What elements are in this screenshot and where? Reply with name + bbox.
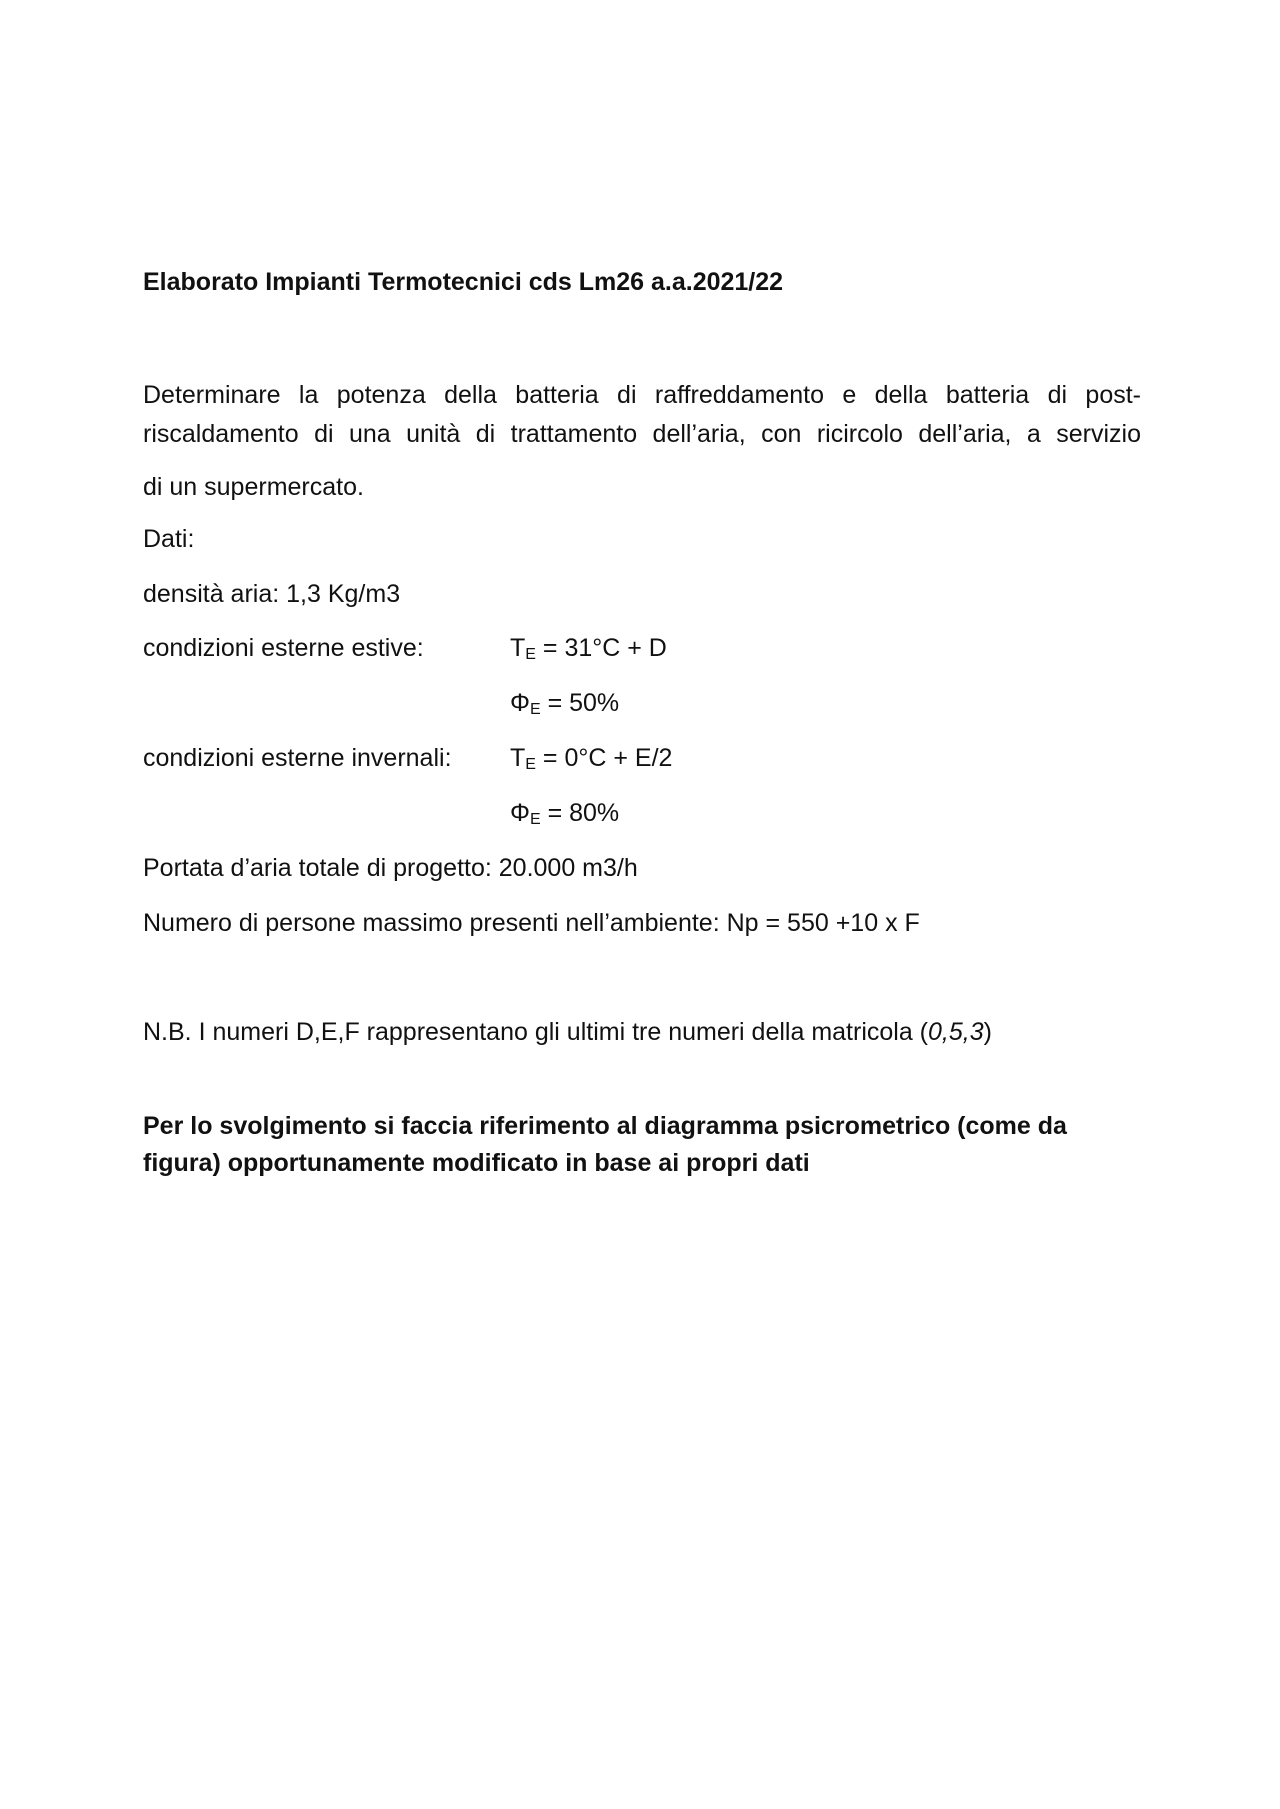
temperature-symbol: T [510,634,526,662]
phi-symbol: Φ [510,689,530,717]
estive-humidity [510,689,619,719]
portata-line: Portata d’aria totale di progetto: 20.000 m3/h [143,854,638,882]
estive-label: condizioni esterne estive: [143,634,424,662]
nb-close: ) [983,1018,992,1046]
subscript: E [529,701,541,718]
intro-paragraph [143,376,1141,507]
phi-symbol: Φ [510,799,530,827]
subscript: E [525,756,536,773]
humidity-value: = 80% [540,799,620,827]
subscript: E [529,811,541,828]
nb-note [143,1018,992,1047]
invernali-humidity [510,799,619,829]
dati-label: Dati: [143,525,195,553]
invernali-temperature [510,744,672,774]
temperature-value: = 0°C + E/2 [535,744,673,772]
intro-line-3: di un supermercato. [143,473,364,501]
nb-text: N.B. I numeri D,E,F rappresentano gli ultimi tre numeri della matricola ( [143,1018,929,1046]
document-title: Elaborato Impianti Termotecnici cds Lm26 a.a.2021/22 [143,268,784,296]
invernali-label: condizioni esterne invernali: [143,744,452,772]
densita-line: densità aria: 1,3 Kg/m3 [143,580,401,608]
estive-temperature [510,634,667,664]
persone-line: Numero di persone massimo presenti nell’ambiente: Np = 550 +10 x F [143,909,920,937]
closing-instruction: Per lo svolgimento si faccia riferimento al diagramma psicrometrico (come da figura) opportunamente modificato in base ai propri dati [143,1112,1067,1177]
subscript: E [525,646,536,663]
intro-line-1: Determinare la potenza della batteria di raffreddamento e della batteria di post- [143,381,1141,409]
intro-line-2: riscaldamento di una unità di trattamento dell’aria, con ricircolo dell’aria, a servizio [143,420,1141,448]
nb-matricola: 0,5,3 [928,1018,984,1046]
humidity-value: = 50% [540,689,620,717]
temperature-symbol: T [510,744,526,772]
temperature-value: = 31°C + D [535,634,667,662]
